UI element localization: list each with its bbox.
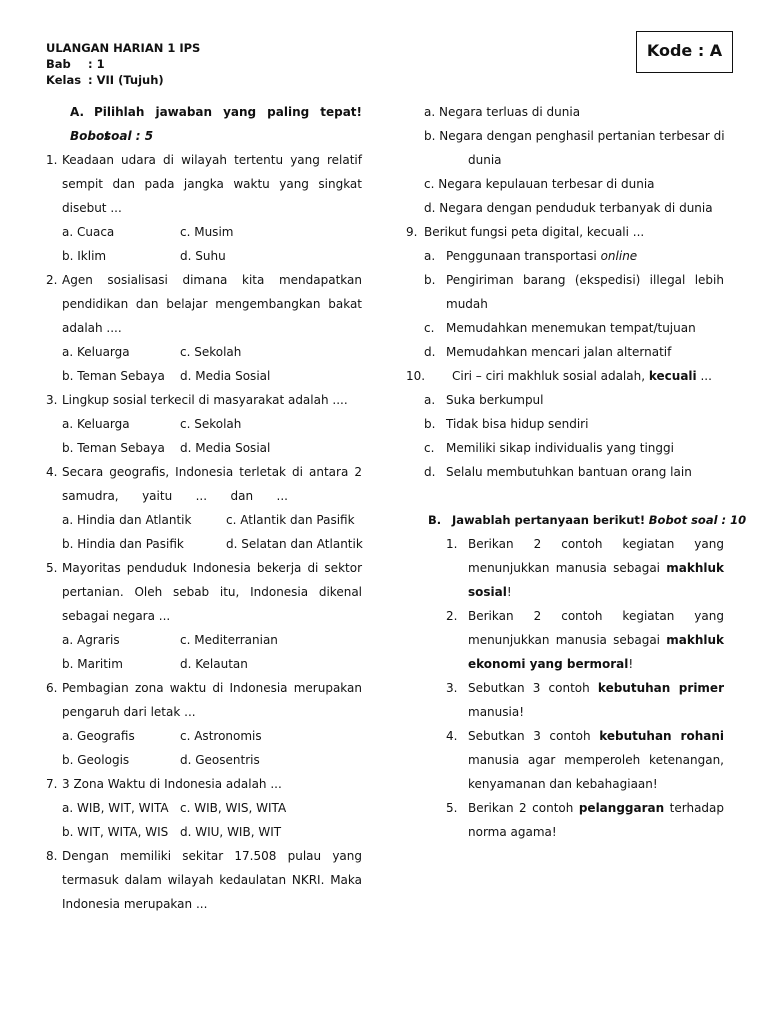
option-b-cont: mudah [446,297,488,311]
answer-row [46,628,362,652]
essay-text-part: menunjukkan manusia sebagai [468,561,667,575]
section-a-weight: Bobot [70,129,110,143]
essay-text: Berikan 2 contoh kegiatan yang [468,537,724,551]
section-a-weight-cont: soal : 5 [104,129,154,143]
question-text-bold: kecuali [648,369,697,383]
option-c: c. Negara kepulauan terbesar di dunia [424,177,655,191]
essay-text-bold: kebutuhan rohani [599,729,724,743]
essay-text-part: ! [628,657,634,671]
question-text: adalah .... [62,321,122,335]
essay-text [468,796,724,820]
section-b-weight: Bobot soal : 10 [648,513,747,527]
question-text: sempit dan pada jangka waktu yang singkat [62,177,362,191]
essay-text [468,628,724,652]
essay-text-part: Sebutkan 3 contoh [468,729,600,743]
option-marker: c. [424,441,435,455]
answer-row [46,820,362,844]
option-b: Tidak bisa hidup sendiri [446,417,589,431]
question-8 [46,844,362,916]
question-text: Lingkup sosial terkecil di masyarakat adalah .... [62,393,348,407]
essay-text-bold: makhluk [666,561,724,575]
essay-2 [446,604,724,676]
option-d: d. WIU, WIB, WIT [180,825,282,839]
question-text: Secara geografis, Indonesia terletak di antara 2 [62,465,362,479]
question-text: pertanian. Oleh sebab itu, Indonesia dikenal [62,585,362,599]
essay-text-bold: makhluk [666,633,724,647]
question-text: pendidikan dan belajar mengembangkan bakat [62,297,362,311]
essay-text: norma agama! [468,825,557,839]
question-text: Indonesia merupakan ... [62,897,208,911]
kelas-label: Kelas [46,73,82,87]
essay-number: 2. [446,609,458,623]
answer-row [46,364,362,388]
question-text-end: ... [696,369,712,383]
option-a: a. Keluarga [62,345,130,359]
essay-text-bold: pelanggaran [578,801,665,815]
option-d: Memudahkan mencari jalan alternatif [446,345,672,359]
option-a: a. WIB, WIT, WITA [62,801,169,815]
left-column [46,100,362,916]
essay-text: kenyamanan dan kebahagiaan! [468,777,658,791]
answer-row [46,748,362,772]
option-c: c. WIB, WIS, WITA [180,801,287,815]
section-b-heading [406,508,747,532]
answer-row [46,436,362,460]
answer-row [46,796,362,820]
option-c: c. Sekolah [180,417,242,431]
answer-row [46,652,362,676]
question-10 [406,364,724,484]
option-marker: d. [424,465,436,479]
essay-number: 4. [446,729,458,743]
answer-row [46,532,362,556]
option-a: a. Hindia dan Atlantik [62,513,192,527]
question-number: 3. [46,393,58,407]
option-c: Memiliki sikap individualis yang tinggi [446,441,674,455]
essay-text [468,724,724,748]
question-text: termasuk dalam wilayah kedaulatan NKRI. Maka [62,873,362,887]
option-c: c. Sekolah [180,345,242,359]
essay-number: 1. [446,537,458,551]
option-c: c. Mediterranian [180,633,278,647]
right-column [406,100,747,844]
option-b: b. Teman Sebaya [62,441,165,455]
option-marker: a. [424,393,436,407]
option-d: d. Suhu [180,249,226,263]
essay-text-bold: kebutuhan primer [597,681,724,695]
kelas-value: : VII (Tujuh) [88,73,164,87]
option-b: b. Negara dengan penghasil pertanian terbesar di [424,129,725,143]
question-number: 8. [46,849,58,863]
option-c: c. Musim [180,225,234,239]
option-marker: a. [424,249,436,263]
essay-1 [446,532,724,604]
section-a-title: Pilihlah jawaban yang paling tepat! [94,105,362,119]
option-b: b. Maritim [62,657,123,671]
essay-4 [446,724,724,796]
essay-text-bold: ekonomi yang bermoral [468,657,629,671]
option-d: Selalu membutuhkan bantuan orang lain [446,465,692,479]
essay-text-part: ! [506,585,512,599]
option-a: a. Agraris [62,633,120,647]
answer-row [46,508,362,532]
section-a-marker: A. [70,105,85,119]
essay-3 [446,676,724,724]
option-d: d. Selatan dan Atlantik [226,537,363,551]
option-marker: d. [424,345,436,359]
question-text: Agen sosialisasi dimana kita mendapatkan [62,273,362,287]
essay-text [468,676,724,700]
option-c: c. Astronomis [180,729,262,743]
essay-text: Berikan 2 contoh kegiatan yang [468,609,724,623]
essay-text-bold: sosial [468,585,507,599]
option-d: d. Geosentris [180,753,260,767]
option-a: Suka berkumpul [446,393,544,407]
option-a: a. Cuaca [62,225,115,239]
answer-row [46,220,362,244]
essay-5 [446,796,724,844]
question-text: Berikut fungsi peta digital, kecuali ... [424,225,645,239]
option-b: b. WIT, WITA, WIS [62,825,169,839]
essay-text-part: Sebutkan 3 contoh [468,681,598,695]
essay-text: manusia! [468,705,525,719]
exam-code-box: Kode : A [636,31,733,73]
option-b: Pengiriman barang (ekspedisi) illegal lebih [446,273,724,287]
question-text: Pembagian zona waktu di Indonesia merupakan [62,681,362,695]
answer-row [46,724,362,748]
option-b: b. Geologis [62,753,130,767]
option-marker: b. [424,273,436,287]
option-b: b. Teman Sebaya [62,369,165,383]
question-text: disebut ... [62,201,122,215]
option-marker: b. [424,417,436,431]
option-a: a. Keluarga [62,417,130,431]
question-text: pengaruh dari letak ... [62,705,196,719]
question-number: 1. [46,153,58,167]
question-7 [46,772,362,844]
essay-text-part: menunjukkan manusia sebagai [468,633,667,647]
option-d: d. Media Sosial [180,441,271,455]
answer-row [46,340,362,364]
question-text: Mayoritas penduduk Indonesia bekerja di sektor [62,561,362,575]
question-4 [46,460,362,556]
question-number: 4. [46,465,58,479]
essay-text: manusia agar memperoleh ketenangan, [468,753,724,767]
bab-label: Bab [46,57,71,71]
question-number: 7. [46,777,58,791]
essay-text-part: Berikan 2 contoh [468,801,579,815]
question-text: Ciri – ciri makhluk sosial adalah, [452,369,649,383]
option-c: Memudahkan menemukan tempat/tujuan [446,321,696,335]
option-a: Penggunaan transportasi [446,249,601,263]
question-text: Dengan memiliki sekitar 17.508 pulau yang [62,849,362,863]
option-a-italic: online [600,249,638,263]
option-b-cont: dunia [468,153,502,167]
question-number: 9. [406,225,418,239]
question-text: 3 Zona Waktu di Indonesia adalah ... [62,777,282,791]
option-a: a. Negara terluas di dunia [424,105,581,119]
option-a: a. Geografis [62,729,135,743]
section-b-title: Jawablah pertanyaan berikut! [452,513,646,527]
essay-text [468,556,724,580]
essay-number: 3. [446,681,458,695]
question-3 [46,388,362,460]
option-d: d. Kelautan [180,657,248,671]
option-b: b. Iklim [62,249,107,263]
question-number: 10. [406,369,426,383]
question-6 [46,676,362,772]
question-1 [46,148,362,268]
question-9 [406,220,724,364]
option-d: d. Media Sosial [180,369,271,383]
question-text: sebagai negara ... [62,609,171,623]
option-d: d. Negara dengan penduduk terbanyak di dunia [424,201,713,215]
question-number: 2. [46,273,58,287]
question-number: 6. [46,681,58,695]
option-marker: c. [424,321,435,335]
essay-number: 5. [446,801,458,815]
option-c: c. Atlantik dan Pasifik [226,513,355,527]
section-b-marker: B. [428,513,442,527]
bab-value: : 1 [88,57,105,71]
question-number: 5. [46,561,58,575]
question-text: Keadaan udara di wilayah tertentu yang relatif [62,153,362,167]
exam-title: ULANGAN HARIAN 1 IPS [46,41,201,55]
question-text: samudra, yaitu ... dan ... [62,489,288,503]
question-5 [46,556,362,676]
answer-row [46,244,362,268]
question-2 [46,268,362,388]
option-b: b. Hindia dan Pasifik [62,537,184,551]
answer-row [46,412,362,436]
essay-text-part: terhadap [664,801,725,815]
